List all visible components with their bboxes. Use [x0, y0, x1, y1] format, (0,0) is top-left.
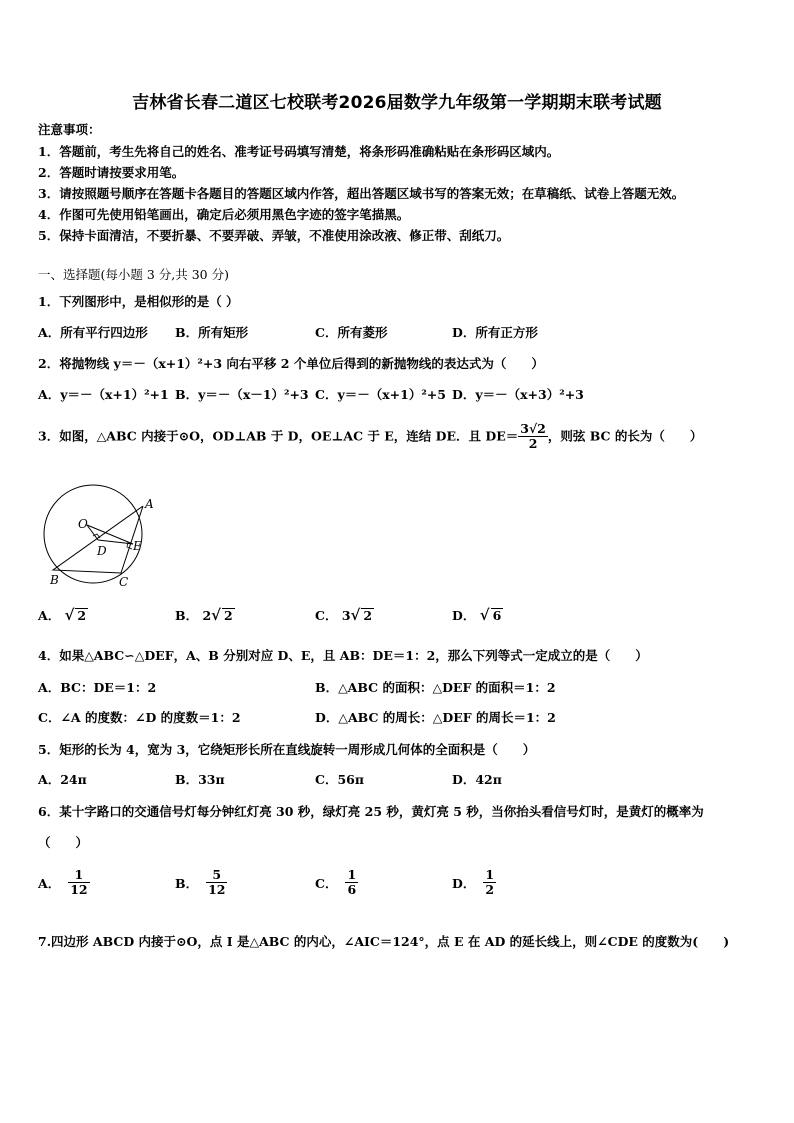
q6-option-a: A． $\frac{1}{12}$ [38, 867, 88, 898]
q4-option-d: D．△ABC 的周长：△DEF 的周长＝1：2 [315, 710, 556, 725]
q5-option-c: C．56π [315, 772, 364, 787]
label-c: C [119, 575, 129, 589]
question-1-stem: 1．下列图形中，是相似形的是（ ） [38, 294, 239, 309]
q3-option-b: B． 2√ 2 [175, 606, 233, 624]
notice-item: 2．答题时请按要求用笔。 [38, 165, 185, 180]
q5-option-d: D．42π [452, 772, 502, 787]
q3-de-fraction [518, 422, 548, 452]
page-title: 吉林省长春二道区七校联考2026届数学九年级第一学期期末联考试题 [132, 93, 662, 113]
q2-option-b: B．y＝－（x－1）²+3 [175, 387, 309, 402]
question-3-stem [38, 422, 702, 452]
q5-option-a: A．24π [38, 772, 87, 787]
question-6-stem-cont: （ ） [38, 835, 89, 850]
q1-option-c: C．所有菱形 [315, 325, 388, 340]
notice-item: 3．请按照题号顺序在答题卡各题目的答题区域内作答，超出答题区域书写的答案无效；在草稿纸、试卷上答题无效。 [38, 186, 685, 201]
q3-stem-post: ，则弦 BC 的长为（ ） [547, 428, 703, 444]
q4-option-b: B．△ABC 的面积：△DEF 的面积＝1：2 [315, 680, 556, 695]
q6-option-d: D． $\frac{1}{2}$ [452, 867, 495, 898]
question-2-stem: 2．将抛物线 y＝－（x+1）²+3 向右平移 2 个单位后得到的新抛物线的表达式为（ ） [38, 356, 544, 371]
q3-option-a-radicand: 2 [77, 608, 87, 623]
q2-option-a: A．y＝－（x+1）²+1 [38, 387, 169, 402]
question-5-stem: 5．矩形的长为 4，宽为 3，它绕矩形长所在直线旋转一周形成几何体的全面积是（ ） [38, 742, 536, 757]
q3-option-a: A． √ 2 [38, 606, 87, 624]
q3-frac-den: 2 [528, 436, 538, 452]
q3-option-b-radicand: 2 [224, 608, 233, 623]
q2-option-c: C．y＝－（x+1）²+5 [315, 387, 446, 402]
section-heading: 一、选择题(每小题 3 分,共 30 分) [38, 267, 229, 282]
notice-item: 5．保持卡面清洁，不要折暴、不要弄破、弄皱，不准使用涂改液、修正带、刮纸刀。 [38, 228, 510, 243]
q4-option-a: A．BC：DE＝1：2 [38, 680, 157, 695]
notice-item: 1．答题前，考生先将自己的姓名、准考证号码填写清楚，将条形码准确粘贴在条形码区域内。 [38, 144, 560, 159]
question-7-stem: 7.四边形 ABCD 内接于⊙O，点 I 是△ABC 的内心，∠AIC＝124°，点 E 在 AD 的延长线上，则∠CDE 的度数为( ) [38, 934, 730, 949]
q3-option-c-radicand: 2 [363, 608, 373, 623]
question-4-stem: 4．如果△ABC∽△DEF，A、B 分别对应 D、E，且 AB：DE＝1：2，那么下列等式一定成立的是（ ） [38, 648, 648, 663]
q3-option-c: C． 3√ 2 [315, 606, 373, 624]
q5-option-b: B．33π [175, 772, 225, 787]
label-o: O [78, 517, 88, 531]
q3-option-d: D． √ 6 [452, 606, 502, 624]
q2-option-d: D．y＝－（x+3）²+3 [452, 387, 584, 402]
label-a: A [145, 497, 154, 511]
q3-stem-pre: 3．如图，△ABC 内接于⊙O，OD⊥AB 于 D，OE⊥AC 于 E，连结 DE．且 DE＝ [38, 428, 519, 444]
q6-option-b: B． $\frac{5}{12}$ [175, 867, 226, 898]
q4-option-c: C．∠A 的度数：∠D 的度数＝1：2 [38, 710, 241, 725]
q1-option-a: A．所有平行四边形 [38, 325, 148, 340]
label-b: B [50, 573, 59, 587]
question-6-stem: 6．某十字路口的交通信号灯每分钟红灯亮 30 秒，绿灯亮 25 秒，黄灯亮 5 秒，当你抬头看信号灯时，是黄灯的概率为 [38, 804, 704, 819]
notice-heading: 注意事项： [38, 122, 101, 137]
label-d: D [97, 544, 107, 558]
q3-figure [30, 482, 160, 594]
q1-option-d: D．所有正方形 [452, 325, 538, 340]
q1-option-b: B．所有矩形 [175, 325, 249, 340]
notice-item: 4．作图可先使用铅笔画出，确定后必须用黑色字迹的签字笔描黑。 [38, 207, 410, 222]
q6-option-c: C． $\frac{1}{6}$ [315, 867, 357, 898]
q3-frac-num: 3√2 [520, 421, 546, 436]
q3-option-d-radicand: 6 [492, 608, 502, 623]
label-e: E [133, 539, 142, 553]
